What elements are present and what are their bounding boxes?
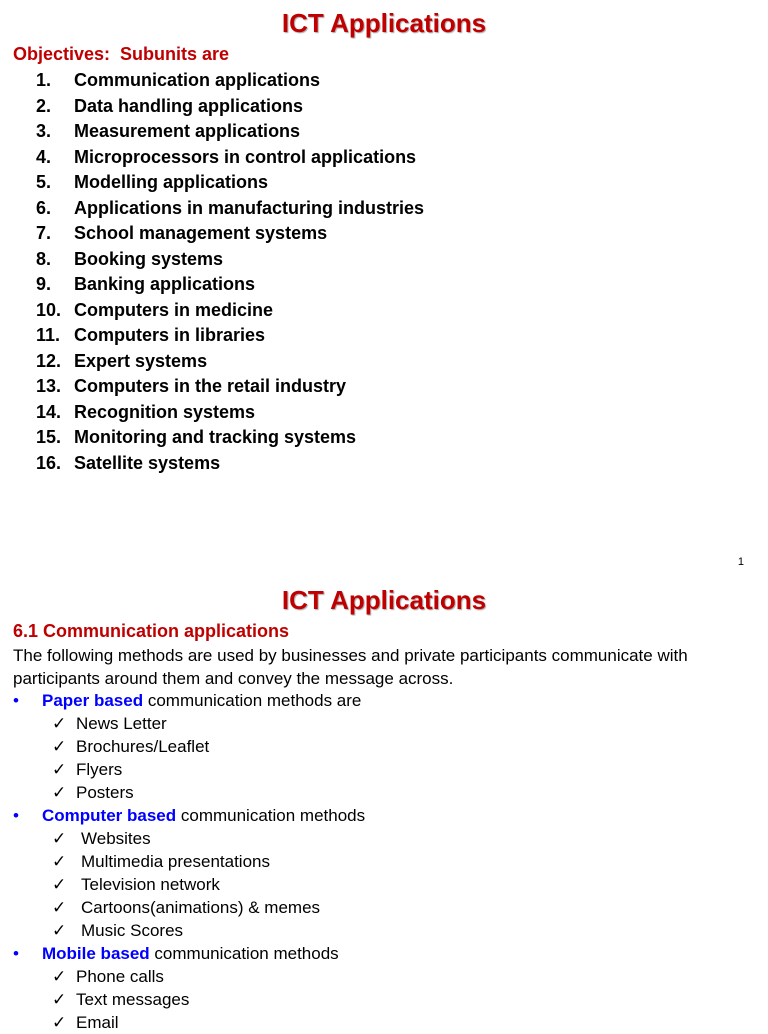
example-text: Text messages — [76, 990, 190, 1009]
subunit-number: 14. — [36, 401, 62, 422]
checkmark-icon: ✓ — [52, 921, 67, 940]
subunit-text: Measurement applications — [74, 121, 301, 141]
subunit-text: Modelling applications — [74, 172, 269, 192]
subunit-text: Computers in medicine — [74, 299, 274, 320]
slide-title: ICT Applications — [281, 8, 487, 38]
method-heading — [0, 689, 768, 712]
communication-method — [0, 804, 768, 942]
subunit-text: Computers in libraries — [74, 325, 266, 345]
bullet-icon: • — [13, 944, 19, 963]
checkmark-icon: ✓ — [52, 760, 67, 779]
example-text: Music Scores — [81, 921, 184, 940]
subunit-number: 8. — [36, 248, 52, 269]
subunit-number: 11. — [36, 325, 61, 345]
subunit-number: 9. — [36, 274, 52, 294]
method-key: Mobile based — [42, 944, 150, 963]
example-item — [0, 781, 768, 804]
subunit-text: Satellite systems — [74, 452, 221, 473]
example-item — [0, 1011, 768, 1034]
example-item — [0, 758, 768, 781]
example-item — [0, 965, 768, 988]
checkmark-icon: ✓ — [52, 875, 67, 894]
checkmark-icon: ✓ — [52, 714, 67, 733]
example-text: Flyers — [76, 760, 123, 779]
subunit-number: 2. — [36, 95, 52, 116]
methods-list — [0, 689, 768, 1034]
example-item — [0, 827, 768, 850]
example-text: Email — [76, 1013, 119, 1032]
subunit-text: Microprocessors in control applications — [74, 146, 417, 167]
example-item — [0, 712, 768, 735]
method-heading — [0, 942, 768, 965]
subunit-number: 6. — [36, 197, 52, 218]
example-item — [0, 896, 768, 919]
method-key: Computer based — [42, 806, 177, 825]
page-number: 1 — [737, 556, 744, 568]
example-text: Websites — [81, 829, 151, 848]
slide-title: ICT Applications — [281, 585, 487, 615]
checkmark-icon: ✓ — [52, 852, 67, 871]
example-text: Television network — [81, 875, 220, 894]
method-description: communication methods are — [143, 691, 362, 710]
example-item — [0, 873, 768, 896]
subunit-number: 16. — [36, 452, 62, 473]
method-description: communication methods — [149, 944, 339, 963]
subunit-text: School management systems — [74, 223, 328, 243]
subunit-number: 7. — [36, 223, 52, 243]
example-text: Multimedia presentations — [81, 852, 270, 871]
checkmark-icon: ✓ — [52, 829, 67, 848]
subunit-text: Expert systems — [74, 350, 208, 371]
example-text: News Letter — [76, 714, 167, 733]
subunit-number: 4. — [36, 146, 52, 167]
subunit-number: 5. — [36, 172, 52, 192]
example-item — [0, 735, 768, 758]
example-item — [0, 850, 768, 873]
subunit-text: Computers in the retail industry — [74, 376, 347, 396]
communication-method — [0, 689, 768, 804]
example-item — [0, 919, 768, 942]
method-examples — [0, 827, 768, 942]
subunit-number: 3. — [36, 121, 52, 141]
method-label — [42, 689, 361, 712]
subunit-text: Banking applications — [74, 274, 256, 294]
example-text: Phone calls — [76, 967, 164, 986]
subunit-text: Communication applications — [74, 70, 321, 90]
subunit-number: 1. — [36, 70, 52, 90]
subunit-number: 10. — [36, 299, 62, 320]
bullet-icon: • — [13, 806, 19, 825]
method-heading — [0, 804, 768, 827]
example-text: Posters — [76, 783, 134, 802]
subunit-text: Booking systems — [74, 248, 224, 269]
example-text: Cartoons(animations) & memes — [81, 898, 321, 917]
method-label — [42, 942, 339, 965]
bullet-icon: • — [13, 691, 19, 710]
example-text: Brochures/Leaflet — [76, 737, 210, 756]
checkmark-icon: ✓ — [52, 1013, 67, 1032]
section-heading: 6.1 Communication applications — [13, 621, 290, 641]
method-description: communication methods — [176, 806, 366, 825]
intro-paragraph: The following methods are used by businesses and private participants communicate with participants around them and convey the message across. — [13, 646, 688, 688]
checkmark-icon: ✓ — [52, 990, 67, 1009]
example-item — [0, 988, 768, 1011]
checkmark-icon: ✓ — [52, 898, 67, 917]
communication-method — [0, 942, 768, 1034]
subunit-text: Data handling applications — [74, 95, 304, 116]
subunit-number: 13. — [36, 376, 62, 396]
method-label — [42, 804, 365, 827]
slide-2 — [0, 577, 768, 1032]
checkmark-icon: ✓ — [52, 737, 67, 756]
method-examples — [0, 712, 768, 804]
subunit-text: Monitoring and tracking systems — [74, 427, 357, 447]
checkmark-icon: ✓ — [52, 783, 67, 802]
subunit-number: 12. — [36, 350, 62, 371]
subunit-number: 15. — [36, 427, 62, 447]
checkmark-icon: ✓ — [52, 967, 67, 986]
subunit-text: Applications in manufacturing industries — [74, 197, 425, 218]
subunit-text: Recognition systems — [74, 401, 256, 422]
objectives-heading: Objectives: Subunits are — [13, 44, 230, 64]
method-key: Paper based — [42, 691, 144, 710]
